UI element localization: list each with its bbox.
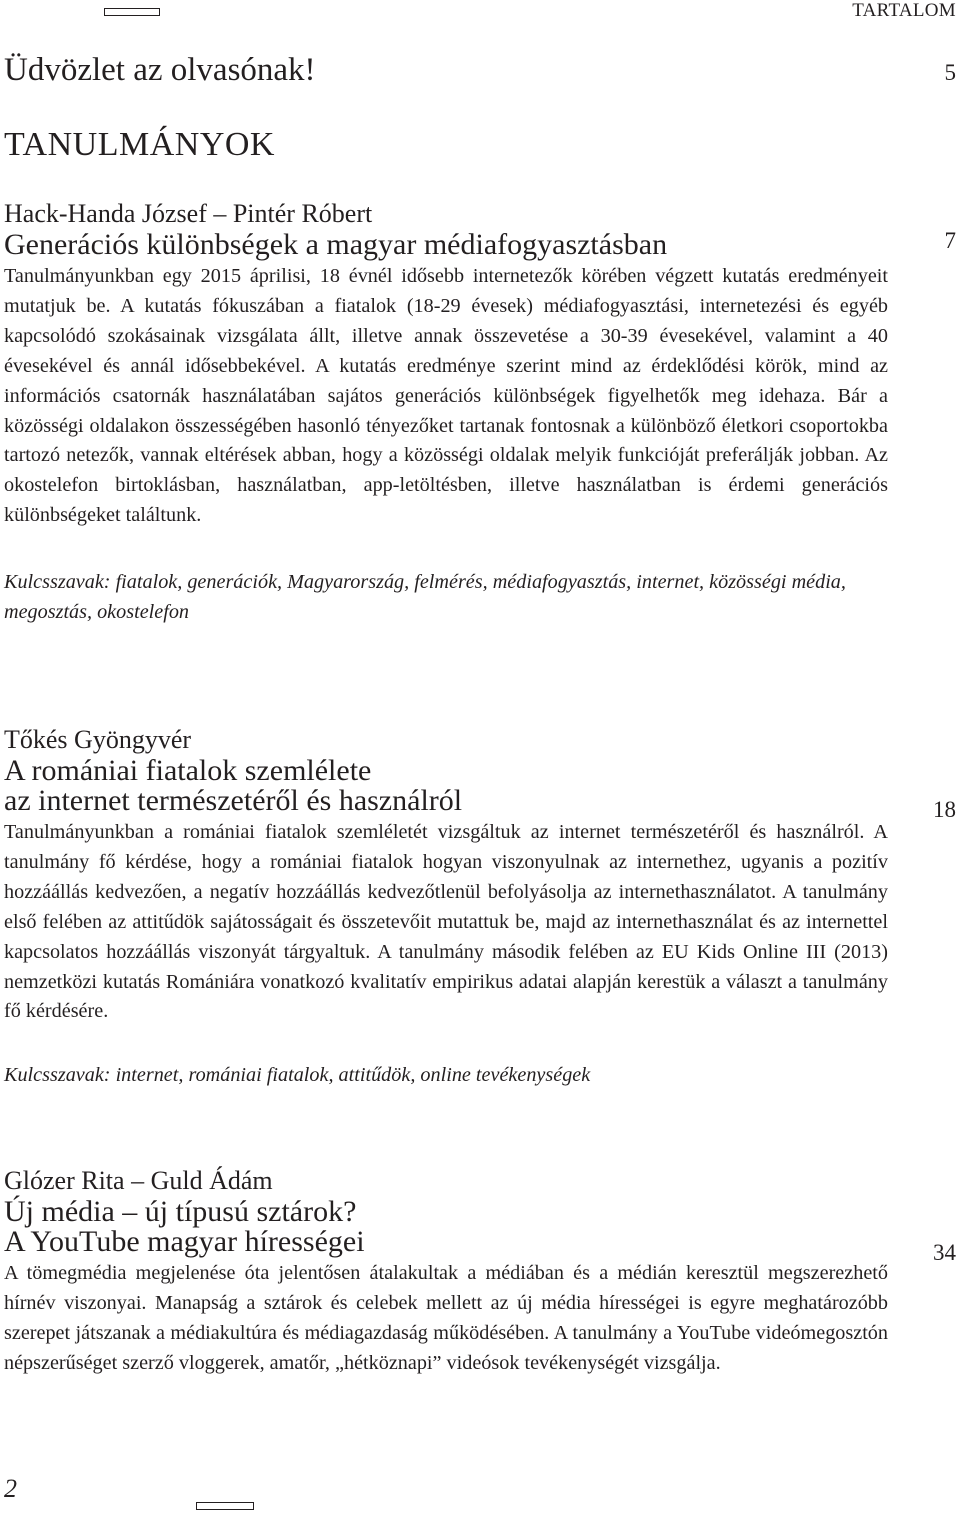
article-keywords: Kulcsszavak: internet, romániai fiatalok, attitűdök, online tevékenységek xyxy=(4,1064,591,1087)
article-abstract: A tömegmédia megjelenése óta jelentősen átalakultak a médiában és a médián keresztül megszerezhető hírnév viszonyai. Manapság a sztárok és celebek mellett az új média hírességei is egyre meghatározóbb szerepet játszanak a médiakultúra és médiagazdaság működésében. A tanulmány a YouTube videómegosztón népszerűséget szerző vloggerek, amatőr, „hétköznapi” videósok tevékenységét vizsgálja. xyxy=(4,1262,888,1374)
article-entry xyxy=(4,723,888,1090)
article-title-line-2[interactable]: az internet természetéről és használról xyxy=(4,784,463,817)
article-title[interactable]: A romániai fiatalok szemlélete xyxy=(4,754,372,787)
article-authors: Glózer Rita – Guld Ádám xyxy=(4,1166,273,1195)
article-entry xyxy=(4,197,888,627)
article-page-number: 18 xyxy=(933,797,956,822)
welcome-title[interactable]: Üdvözlet az olvasónak! xyxy=(4,52,316,88)
section-title: TANULMÁNYOK xyxy=(4,126,275,163)
article-page-number: 34 xyxy=(933,1240,956,1265)
running-head: TARTALOM xyxy=(852,0,956,21)
article-title[interactable]: Generációs különbségek a magyar médiafogyasztásban xyxy=(4,228,668,261)
article-authors: Hack-Handa József – Pintér Róbert xyxy=(4,199,373,228)
footer-decorative-box xyxy=(196,1502,254,1510)
article-page-number: 7 xyxy=(944,228,956,253)
article-abstract: Tanulmányunkban a romániai fiatalok szemléletét vizsgáltuk az internet természetéről és használról. A tanulmány fő kérdése, hogy a romániai fiatalok hogyan viszonyulnak az internethez, ugyanis a pozitív hozzáállás kedvezően, a negatív hozzáállás kedvezőtlenül befolyásolja az internethasználatot. A tanulmány első felében az attitűdök sajátosságait és összetevőit mutattuk be, majd az internethasználat és az internettel kapcsolatos hozzáállás viszonyát tárgyaltuk. A tanulmány második felében az EU Kids Online III (2013) nemzetközi kutatás Romániára vonatkozó kvalitatív empirikus adatai alapján kerestük a választ a tanulmány fő kérdésére. xyxy=(4,821,888,1023)
article-title-line-2[interactable]: A YouTube magyar hírességei xyxy=(4,1225,365,1258)
article-authors: Tőkés Gyöngyvér xyxy=(4,725,192,754)
article-title[interactable]: Új média – új típusú sztárok? xyxy=(4,1195,357,1228)
footer-page-number: 2 xyxy=(4,1474,17,1503)
article-keywords: Kulcsszavak: fiatalok, generációk, Magyarország, felmérés, médiafogyasztás, internet, közösségi média, megosztás, okostelefon xyxy=(4,571,846,624)
header-decorative-box xyxy=(104,8,160,16)
article-entry xyxy=(4,1164,888,1379)
welcome-page-number: 5 xyxy=(944,60,956,85)
article-abstract: Tanulmányunkban egy 2015 áprilisi, 18 évnél idősebb internetezők körében végzett kutatás eredményeit mutatjuk be. A kutatás fókuszában a fiatalok (18-29 évesek) médiafogyasztási, internetezési és egyéb kapcsolódó szokásainak vizsgálata állt, illetve annak összevetése a 30-39 évesekével, valamint a 40 évesekével és annál idősebbekével. A kutatás eredménye szerint mind az érdeklődési körök, mind az információs csatornák használatában sajátos generációs különbségek figyelhetők meg idehaza. Bár a közösségi oldalakon összességében hasonló tényezőket tartanak fontosnak a különböző életkori csoportokba tartozó netezők, vannak eltérések abban, hogy a közösségi oldalak melyik funkcióját preferálják jobban. Az okostelefon birtoklásban, használatban, app-letöltésben, illetve használatban is érdemi generációs különbségeket találtunk. xyxy=(4,265,888,527)
